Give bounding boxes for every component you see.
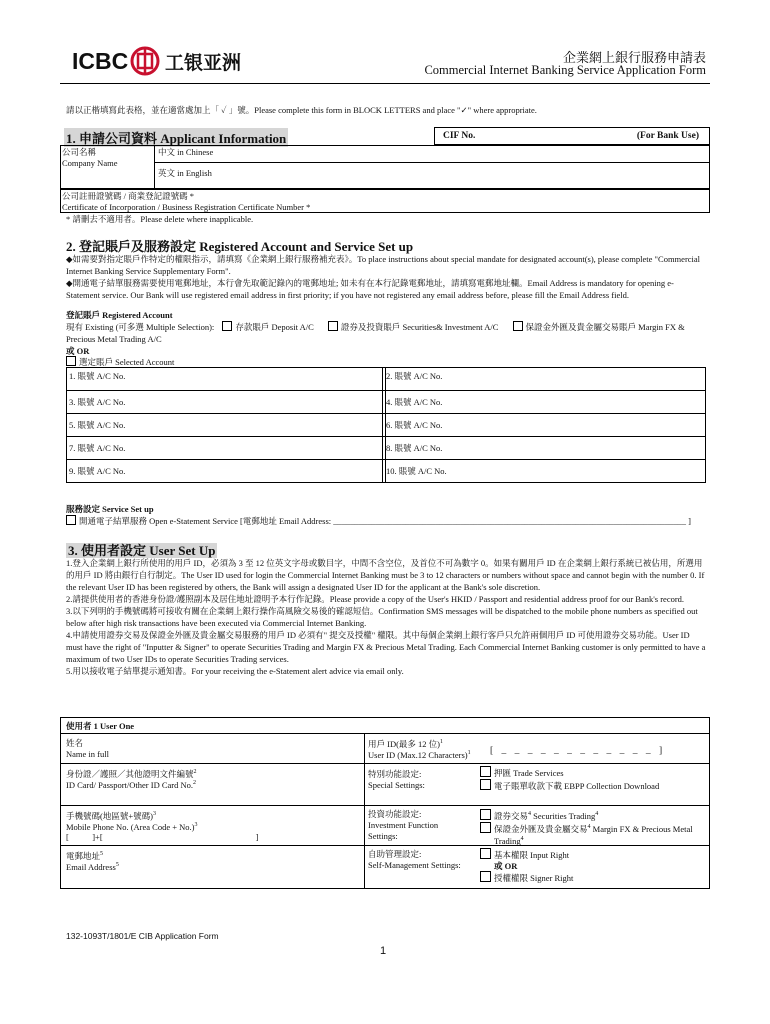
section2-title: 2. 登記賬戶及服務設定 Registered Account and Service Set up <box>66 239 414 254</box>
ebpp-label: 電子賬單收款下載 EBPP Collection Download <box>494 781 660 791</box>
company-name-divider <box>154 145 155 189</box>
user-one-title: 使用者 1 User One <box>66 721 135 731</box>
account-box-8[interactable] <box>382 436 706 460</box>
margin-trading-en: Margin FX & Precious Metal <box>592 823 693 834</box>
company-name-cn: 公司名稱 <box>62 147 97 157</box>
mobile-sup: 3 <box>152 811 156 817</box>
account-label-10: 10. 賬號 A/C No. <box>386 466 447 476</box>
company-name-en: Company Name <box>62 158 118 168</box>
ebpp-option[interactable] <box>480 779 659 792</box>
section3-notes <box>66 557 706 677</box>
special-label-en: Special Settings: <box>368 780 425 790</box>
account-label-6: 6. 賬號 A/C No. <box>386 420 443 430</box>
selected-account-label: 選定賬戶 Selected Account <box>79 357 175 367</box>
service-setup-title: 服務設定 Service Set up <box>66 504 154 514</box>
user-note-5: 5.用以接收電子結單提示通知書。For your receiving the e-Statement alert advice via email only. <box>66 666 404 676</box>
name-field[interactable] <box>66 736 361 761</box>
account-label-8: 8. 賬號 A/C No. <box>386 443 443 453</box>
name-label-cn: 姓名 <box>66 738 84 748</box>
special-label-cn: 特別功能設定: <box>368 769 422 779</box>
delete-note: * 請刪去不適用者。Please delete where inapplicable. <box>66 214 254 224</box>
existing-label: 現有 Existing (可多選 Multiple Selection): <box>66 322 215 332</box>
company-name-split <box>155 162 710 163</box>
selfmgmt-label-cn: 自助管理設定: <box>368 849 422 859</box>
userid-label-en <box>368 747 471 761</box>
user-note-4: 4.申請使用證券交易及保證金外匯及貴金屬交易服務的用戶 ID 必須有" 提交及授權" 權限。其中每個企業網上銀行客戶只允許兩個用戶 ID 可使用證券交易功能。User ID must have the right of "Inputter & Signer" to operate Securities Trading and Margin FX & Precious Metal Trading. Each Commercial Internet Banking customer is only permitted to have a maximum of two User IDs to operate Securities Trading services. <box>66 630 706 664</box>
email-sup2: 5 <box>115 862 119 868</box>
deposit-label: 存款賬戶 Deposit A/C <box>235 322 314 332</box>
account-box-7[interactable] <box>66 436 386 460</box>
mobile-sup2: 3 <box>194 822 198 828</box>
page-number: 1 <box>380 945 387 957</box>
mobile-input[interactable]: [ ]+[ ] <box>66 832 259 842</box>
email-field[interactable] <box>66 871 361 887</box>
securities-trading-sup: 4 <box>528 811 532 817</box>
mobile-label-cn-text: 手機號碼(地區號+號碼) <box>66 810 153 821</box>
account-box-10[interactable] <box>382 459 706 483</box>
securities-trading-option[interactable] <box>480 808 598 822</box>
user-note-3: 3.以下列明的手機號碼將可接收有關在企業網上銀行操作高風險交易後的確認短信。Confirmation SMS messages will be dispatched to the mobile phone numbers as specified out below after high risk transactions have been executed via Commercial Internet Banking. <box>66 606 698 628</box>
securities-checkbox[interactable] <box>328 321 338 331</box>
margin-trading-sup: 4 <box>587 824 591 830</box>
existing-account-row <box>66 321 716 333</box>
securities-trading-en: Securities Trading <box>533 810 596 821</box>
idcard-label-cn-text: 身份證／護照／其他證明文件編號 <box>66 768 194 779</box>
cert-label-en: Certificate of Incorporation / Business Registration Certificate Number * <box>62 202 311 212</box>
userid-label-cn-text: 用戶 ID(最多 12 位) <box>368 738 441 749</box>
row1-rule <box>60 763 710 764</box>
account-label-7: 7. 賬號 A/C No. <box>69 443 126 453</box>
invest-label-cn: 投資功能設定: <box>368 809 422 819</box>
company-name-en-field[interactable] <box>156 164 708 188</box>
chinese-label: 中文 in Chinese <box>158 147 214 157</box>
footer-form-code: 132-1093T/1801/E CIB Application Form <box>66 931 219 941</box>
securities-trading-sup2: 4 <box>595 811 599 817</box>
estatement-checkbox[interactable] <box>66 515 76 525</box>
cert-label-cn: 公司註冊證號碼 / 商業登記證號碼 * <box>62 191 194 201</box>
idcard-label-en-text: ID Card/ Passport/Other ID Card No. <box>66 779 194 790</box>
rights-or-label: 或 OR <box>494 861 518 871</box>
email-sup: 5 <box>100 851 104 857</box>
form-title-cn: 企業網上銀行服務申請表 <box>562 50 706 65</box>
margin-trading-sup2: 4 <box>520 836 524 842</box>
user-note-2: 2.請提供使用者的香港身份證/護照副本及居住地址證明予本行作記錄。Please provide a copy of the User's HKID / Passport and residential address proof for our Bank's record. <box>66 594 685 604</box>
margin-option[interactable] <box>513 322 685 332</box>
form-title-en: Commercial Internet Banking Service Application Form <box>424 63 706 77</box>
estatement-label: 開通電子結單服務 Open e-Statement Service [電郵地址 Email Address: ___________________________________________________________________________________ ] <box>79 516 691 526</box>
userid-input[interactable]: [ _ _ _ _ _ _ _ _ _ _ _ _ ] <box>490 746 666 756</box>
email-label-en-text: Email Address <box>66 861 116 872</box>
registered-account-title: 登記賬戶 Registered Account <box>66 310 173 320</box>
intro-instruction: 請以正楷填寫此表格，並在適當處加上「 ✓ 」號。Please complete this form in BLOCK LETTERS and place "✓" where appropriate. <box>66 105 537 115</box>
idcard-sup: 2 <box>193 769 197 775</box>
email-label-cn-text: 電郵地址 <box>66 850 101 861</box>
invest-label-en2: Settings: <box>368 831 398 841</box>
account-label-1: 1. 賬號 A/C No. <box>69 371 126 381</box>
account-box-3[interactable] <box>66 390 386 414</box>
account-box-6[interactable] <box>382 413 706 437</box>
cif-label: CIF No. <box>443 131 476 141</box>
account-label-5: 5. 賬號 A/C No. <box>69 420 126 430</box>
userid-sup2: 1 <box>467 750 471 756</box>
section3-title: 3. 使用者設定 User Set Up <box>68 543 216 558</box>
row2-rule <box>60 805 710 806</box>
trade-services-option[interactable] <box>480 766 564 779</box>
name-label-en: Name in full <box>66 749 109 759</box>
signer-right-label: 授權權限 Signer Right <box>494 873 574 883</box>
margin-trading-en2: Trading <box>494 835 521 846</box>
margin-trading-cn: 保證金外匯及貴金屬交易 <box>494 823 588 834</box>
trade-services-checkbox[interactable] <box>480 766 491 777</box>
input-right-label: 基本權限 Input Right <box>494 850 570 860</box>
invest-label-en1: Investment Function <box>368 820 439 830</box>
section2-para2: ◆開通電子結單服務需要使用電郵地址，本行會先取範記錄內的電郵地址; 如未有在本行記錄電郵地址，請填寫電郵地址欄。Email Address is mandatory for opening e-Statement service. Our Bank will use registered email address in first priority; if you have not registered any email address before, please fill the Email Address field. <box>66 278 674 300</box>
deposit-option[interactable] <box>222 322 313 332</box>
estatement-option[interactable] <box>66 515 716 527</box>
input-right-checkbox[interactable] <box>480 848 491 859</box>
logo-text: ICBC <box>72 48 129 74</box>
deposit-checkbox[interactable] <box>222 321 232 331</box>
account-box-5[interactable] <box>66 413 386 437</box>
userid-sup: 1 <box>440 739 444 745</box>
idcard-sup2: 2 <box>193 780 197 786</box>
section2-para1: ◆如需要對指定賬戶作特定的權限指示，請填寫《企業網上銀行服務補充表》。To place instructions about special mandate for designated account(s), please complete "Commercial Internet Banking Service Supplementary Form". <box>66 254 701 276</box>
or-label: 或 OR <box>66 346 90 356</box>
account-label-4: 4. 賬號 A/C No. <box>386 397 443 407</box>
user-one-title-rule <box>60 733 710 734</box>
user-one-col-divider <box>364 733 365 889</box>
row3-rule <box>60 845 710 846</box>
english-label: 英文 in English <box>158 168 212 178</box>
securities-trading-cn: 證券交易 <box>494 810 529 821</box>
account-box-1[interactable] <box>66 367 386 391</box>
account-label-3: 3. 賬號 A/C No. <box>69 397 126 407</box>
margin-checkbox[interactable] <box>513 321 523 331</box>
margin-trading-checkbox[interactable] <box>480 822 491 833</box>
ebpp-checkbox[interactable] <box>480 779 491 790</box>
account-box-9[interactable] <box>66 459 386 483</box>
account-box-2[interactable] <box>382 367 706 391</box>
logo-cn-text: 工银亚洲 <box>165 52 242 74</box>
mobile-label-en-text: Mobile Phone No. (Area Code + No.) <box>66 821 195 832</box>
cif-box[interactable] <box>434 127 710 145</box>
idcard-field[interactable] <box>66 788 361 804</box>
user-note-1: 1.登入企業網上銀行所使用的用戶 ID，必須為 3 至 12 位英文字母或數目字，中間不含空位，及首位不可為數字 0。如果有關用戶 ID 在企業網上銀行系統已被佔用，所選用的用戶 ID 將由銀行自行制定。The User ID used for login the Commercial Internet Banking must be 3 to 12 characters or numbers without space and cannot begin with the number 0. If the relevant User ID has been registered by others, the Bank will assign a designated User ID for the applicant at the Bank's sole discretion. <box>66 558 705 592</box>
account-label-9: 9. 賬號 A/C No. <box>69 466 126 476</box>
account-box-4[interactable] <box>382 390 706 414</box>
trade-services-label: 押匯 Trade Services <box>494 768 564 778</box>
securities-label: 證券及投資賬戶 Securities& Investment A/C <box>340 322 499 332</box>
signer-right-option[interactable] <box>480 871 573 884</box>
header-divider <box>60 83 710 84</box>
securities-option[interactable] <box>328 322 498 332</box>
securities-trading-checkbox[interactable] <box>480 809 491 820</box>
signer-right-checkbox[interactable] <box>480 871 491 882</box>
section1-title: 1. 申請公司資料 Applicant Information <box>64 128 288 147</box>
margin-label-cont: Precious Metal Trading A/C <box>66 334 162 344</box>
selected-account-checkbox[interactable] <box>66 356 76 366</box>
bank-use-label: (For Bank Use) <box>636 131 699 141</box>
icbc-logo <box>72 44 262 78</box>
company-name-cn-field[interactable] <box>156 146 708 161</box>
account-label-2: 2. 賬號 A/C No. <box>386 371 443 381</box>
account-grid <box>66 367 706 485</box>
userid-label-en-text: User ID (Max.12 Characters) <box>368 749 468 760</box>
selfmgmt-label-en: Self-Management Settings: <box>368 860 461 870</box>
margin-label: 保證金外匯及貴金屬交易賬戶 Margin FX & <box>525 322 685 332</box>
